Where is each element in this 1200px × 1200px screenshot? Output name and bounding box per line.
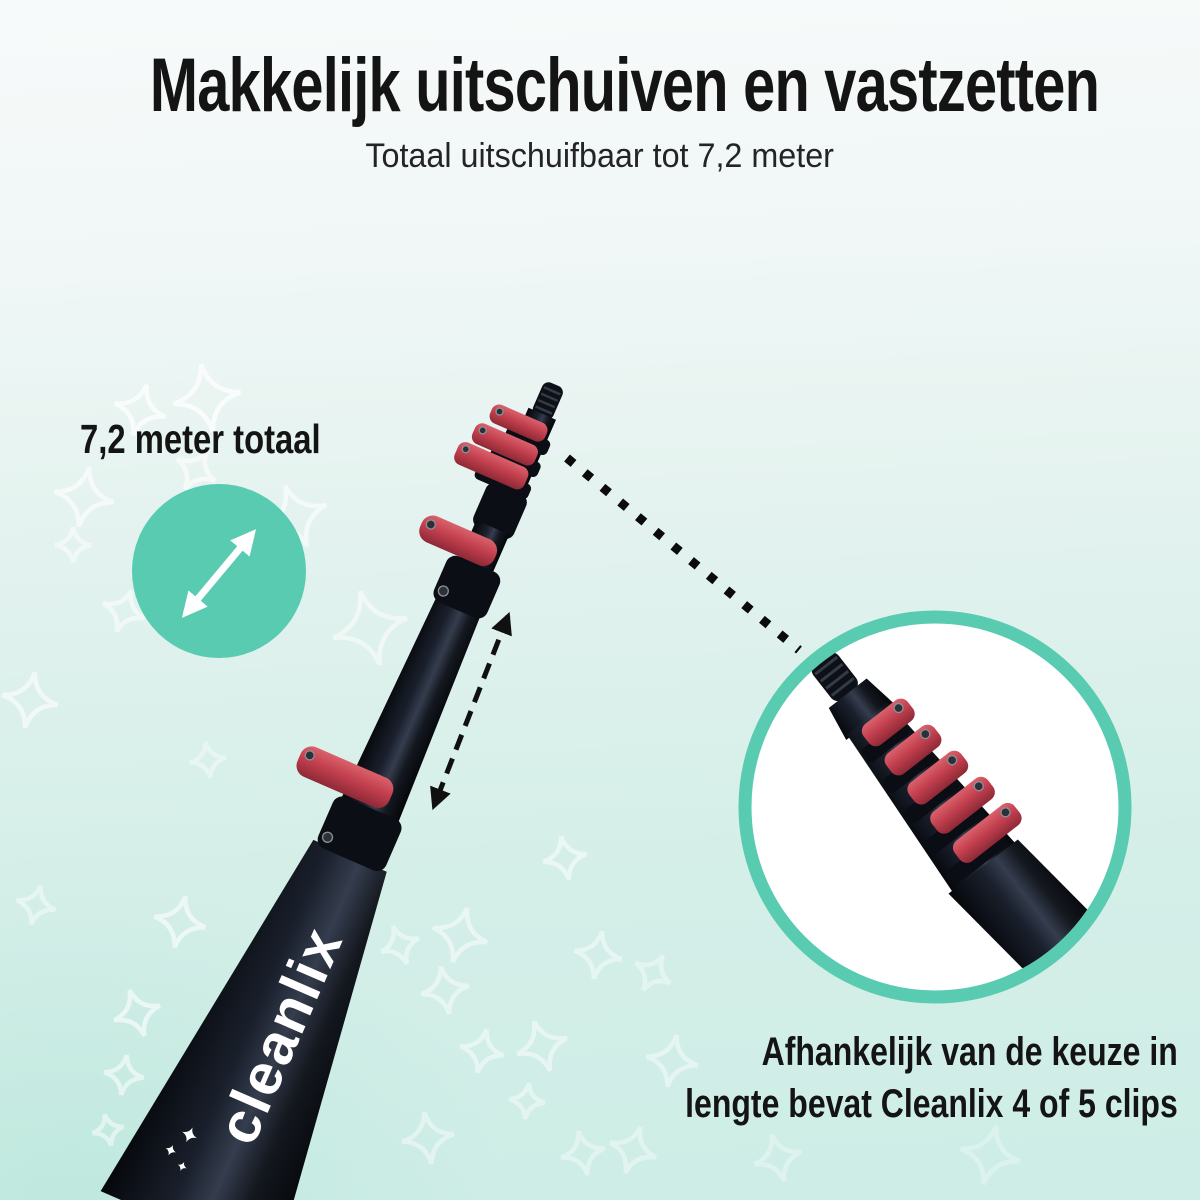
sparkle-star-icon <box>149 891 211 953</box>
page-subtitle-text: Totaal uitschuifbaar tot 7,2 meter <box>365 137 835 175</box>
sparkle-star-icon <box>749 1129 808 1188</box>
sparkle-star-icon <box>557 1127 609 1179</box>
sparkle-star-icon <box>540 833 591 884</box>
sparkle-star-icon <box>323 581 416 674</box>
sparkle-star-icon <box>101 1052 146 1097</box>
clips-count-note <box>562 1026 1178 1130</box>
sparkle-star-icon <box>456 1025 508 1077</box>
clips-note-line1: Afhankelijk van de keuze in <box>761 1030 1178 1074</box>
total-length-text: 7,2 meter totaal <box>80 416 321 462</box>
sparkle-star-icon <box>55 527 91 563</box>
telescopic-pole <box>101 347 642 1200</box>
page-subtitle <box>0 136 1200 177</box>
sparkle-star-icon <box>399 1109 458 1168</box>
brand-logo: cleanlix <box>204 917 356 1154</box>
sparkle-star-icon <box>426 901 495 970</box>
sparkle-star-icon <box>188 740 229 781</box>
sparkle-star-icon <box>417 962 473 1018</box>
sparkle-star-icon <box>507 1081 547 1121</box>
sparkle-star-icon <box>954 1119 1025 1190</box>
sparkle-star-icon <box>0 668 62 733</box>
sparkle-star-icon <box>626 946 681 1001</box>
total-length-label <box>80 416 381 463</box>
detail-pointer-dotted-line <box>567 458 799 650</box>
page-title-text: Makkelijk uitschuiven en vastzetten <box>149 43 1100 128</box>
clips-note-line2: lengte bevat Cleanlix 4 of 5 clips <box>685 1082 1178 1126</box>
sparkle-star-icon <box>49 462 119 532</box>
sparkle-star-icon <box>107 983 167 1043</box>
sparkle-star-icon <box>570 927 626 983</box>
sparkle-star-icon <box>12 881 60 929</box>
clips-detail-inset <box>745 617 1132 1022</box>
sparkle-star-icon <box>89 1111 127 1149</box>
measure-badge <box>132 484 306 658</box>
sparkle-star-icon <box>374 919 425 970</box>
page-title <box>0 43 1200 128</box>
